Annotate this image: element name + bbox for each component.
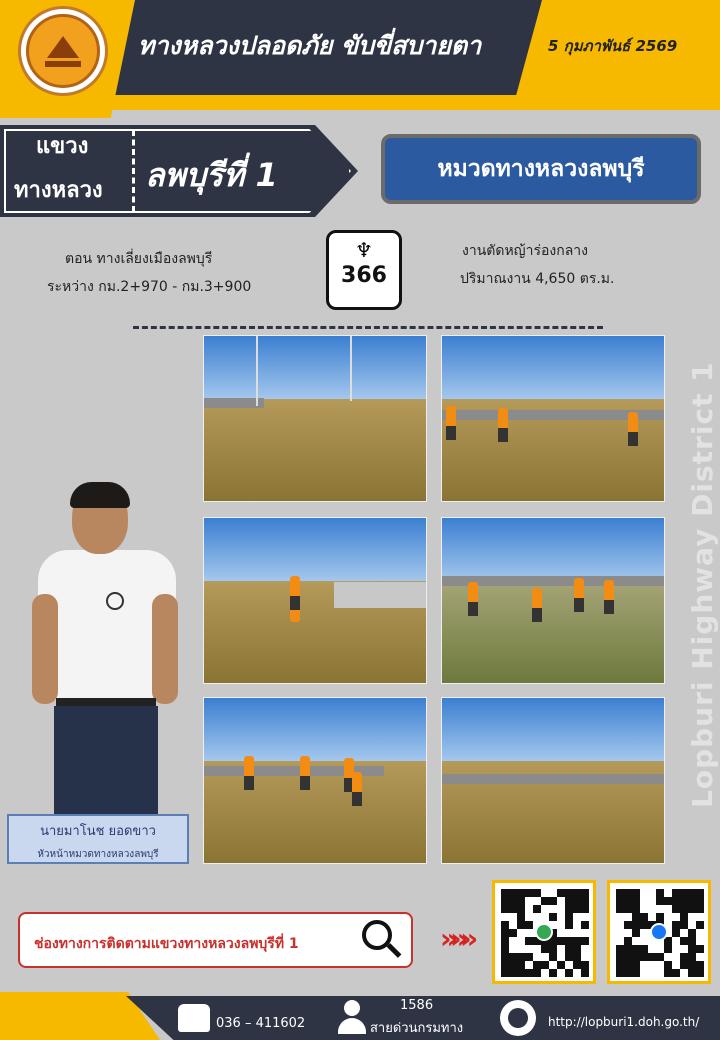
qr-module: [696, 945, 704, 953]
qr-module: [573, 889, 581, 897]
qr-module: [688, 937, 696, 945]
qr-module: [581, 897, 589, 905]
photo-grass-median-before: [203, 335, 427, 502]
district-label-line1: แขวง: [36, 134, 89, 159]
qr-module: [517, 905, 525, 913]
footer-hotline-label: สายด่วนกรมทาง: [370, 1021, 464, 1036]
qr-module: [581, 961, 589, 969]
qr-module: [549, 969, 557, 977]
qr-module: [501, 929, 509, 937]
qr-module: [664, 945, 672, 953]
qr-module: [632, 905, 640, 913]
unit-name: หมวดทางหลวงลพบุรี: [437, 156, 645, 182]
qr-module: [616, 889, 624, 897]
qr-module: [581, 969, 589, 977]
qr-module: [573, 937, 581, 945]
qr-facebook-icon[interactable]: [607, 880, 711, 984]
qr-module: [616, 961, 624, 969]
qr-module: [696, 889, 704, 897]
qr-module: [632, 921, 640, 929]
qr-module: [696, 905, 704, 913]
qr-module: [632, 953, 640, 961]
district-separator: [132, 130, 135, 212]
qr-module: [517, 969, 525, 977]
person-title: หัวหน้าหมวดทางหลวงลพบุรี: [37, 849, 159, 860]
qr-module: [640, 913, 648, 921]
qr-module: [573, 961, 581, 969]
qr-module: [624, 961, 632, 969]
qr-module: [509, 897, 517, 905]
footer-phone: 036 – 411602: [216, 1016, 306, 1031]
qr-module: [688, 929, 696, 937]
qr-module: [624, 953, 632, 961]
qr-module: [664, 897, 672, 905]
qr-module: [624, 937, 632, 945]
qr-module: [501, 897, 509, 905]
qr-module: [656, 953, 664, 961]
qr-module: [565, 953, 573, 961]
qr-module: [672, 921, 680, 929]
qr-module: [632, 913, 640, 921]
qr-module: [509, 961, 517, 969]
qr-module: [501, 945, 509, 953]
qr-module: [632, 889, 640, 897]
qr-module: [573, 945, 581, 953]
qr-module: [688, 905, 696, 913]
qr-module: [688, 945, 696, 953]
qr-module: [688, 961, 696, 969]
qr-module: [680, 905, 688, 913]
qr-map-icon[interactable]: [492, 880, 596, 984]
qr-module: [517, 921, 525, 929]
qr-module: [549, 897, 557, 905]
qr-module: [509, 929, 517, 937]
qr-module: [648, 953, 656, 961]
qr-module: [573, 897, 581, 905]
qr-module: [680, 913, 688, 921]
globe-icon: [500, 1000, 536, 1036]
qr-module: [672, 905, 680, 913]
qr-module: [672, 889, 680, 897]
footer-hotline-number: 1586: [400, 998, 434, 1013]
qr-module: [573, 905, 581, 913]
qr-module: [656, 889, 664, 897]
qr-module: [549, 953, 557, 961]
section-km-range: ระหว่าง กม.2+970 - กม.3+900: [47, 279, 252, 295]
qr-module: [672, 897, 680, 905]
qr-module: [696, 897, 704, 905]
qr-module: [565, 969, 573, 977]
qr-module: [565, 945, 573, 953]
qr-module: [696, 961, 704, 969]
qr-module: [696, 921, 704, 929]
qr-module: [565, 921, 573, 929]
route-sign: [326, 230, 402, 310]
qr-module: [525, 937, 533, 945]
qr-module: [533, 969, 541, 977]
department-logo-icon: [18, 6, 108, 96]
qr-module: [624, 897, 632, 905]
person-name: นายมาโนช ยอดขาว: [40, 824, 156, 839]
person-photo: [32, 484, 182, 824]
qr-module: [696, 969, 704, 977]
qr-module: [680, 937, 688, 945]
qr-module: [565, 913, 573, 921]
qr-module: [501, 937, 509, 945]
qr-module: [581, 937, 589, 945]
qr-module: [517, 961, 525, 969]
qr-module: [501, 961, 509, 969]
qr-module: [672, 929, 680, 937]
qr-module: [541, 961, 549, 969]
qr-module: [581, 889, 589, 897]
follow-channel-box: [18, 912, 413, 968]
qr-module: [680, 921, 688, 929]
qr-module: [501, 889, 509, 897]
photo-workers-on-median: [203, 697, 427, 864]
garuda-icon: ♆: [355, 238, 373, 262]
photo-worker-with-trimmer: [203, 517, 427, 684]
qr-module: [541, 945, 549, 953]
qr-module: [664, 961, 672, 969]
qr-center-icon: [650, 923, 668, 941]
photo-workers-cutting-grass: [441, 335, 665, 502]
qr-module: [688, 953, 696, 961]
qr-module: [573, 953, 581, 961]
work-type: งานตัดหญ้าร่องกลาง: [462, 243, 588, 259]
phone-icon: [178, 1004, 210, 1032]
qr-module: [509, 969, 517, 977]
qr-module: [624, 969, 632, 977]
qr-module: [672, 969, 680, 977]
photo-workers-dust-cutting: [441, 517, 665, 684]
qr-module: [525, 969, 533, 977]
photo-grass-median-after: [441, 697, 665, 864]
qr-module: [557, 889, 565, 897]
qr-module: [624, 905, 632, 913]
qr-center-icon: [535, 923, 553, 941]
qr-module: [517, 889, 525, 897]
qr-module: [517, 953, 525, 961]
page-title: ทางหลวงปลอดภัย ขับขี่สบายตา: [138, 31, 482, 60]
qr-module: [557, 937, 565, 945]
qr-module: [632, 969, 640, 977]
divider: [133, 326, 603, 329]
person-name-box: [7, 814, 189, 864]
qr-module: [565, 937, 573, 945]
qr-module: [616, 905, 624, 913]
qr-module: [565, 889, 573, 897]
qr-module: [688, 889, 696, 897]
qr-module: [624, 945, 632, 953]
qr-module: [501, 905, 509, 913]
qr-module: [656, 897, 664, 905]
qr-module: [616, 953, 624, 961]
header-date: 5 กุมภาพันธ์ 2569: [548, 37, 678, 55]
qr-module: [549, 913, 557, 921]
qr-module: [632, 929, 640, 937]
footer-url[interactable]: http://lopburi1.doh.go.th/: [548, 1015, 700, 1029]
watermark-text: Lopburi Highway District 1: [686, 361, 719, 808]
qr-module: [656, 913, 664, 921]
hotline-person-icon: [338, 1000, 366, 1034]
qr-module: [632, 897, 640, 905]
district-name: ลพบุรีที่ 1: [145, 156, 278, 194]
qr-module: [640, 921, 648, 929]
qr-module: [565, 897, 573, 905]
qr-module: [525, 921, 533, 929]
qr-module: [541, 897, 549, 905]
arrow-icon: »»»: [440, 922, 471, 955]
qr-module: [557, 961, 565, 969]
qr-module: [581, 905, 589, 913]
qr-module: [509, 905, 517, 913]
qr-module: [688, 897, 696, 905]
qr-module: [501, 953, 509, 961]
qr-module: [680, 897, 688, 905]
qr-module: [680, 889, 688, 897]
qr-module: [501, 921, 509, 929]
qr-module: [509, 953, 517, 961]
qr-module: [688, 969, 696, 977]
qr-module: [616, 969, 624, 977]
section-name: ตอน ทางเลี่ยงเมืองลพบุรี: [65, 251, 213, 267]
qr-module: [565, 905, 573, 913]
qr-module: [680, 961, 688, 969]
qr-module: [533, 961, 541, 969]
qr-module: [640, 945, 648, 953]
district-label-line2: ทางหลวง: [14, 178, 103, 203]
qr-module: [632, 945, 640, 953]
qr-module: [581, 921, 589, 929]
unit-name-box: [381, 134, 701, 204]
qr-module: [501, 969, 509, 977]
route-number: 366: [341, 263, 387, 288]
qr-module: [624, 921, 632, 929]
qr-module: [509, 889, 517, 897]
qr-module: [616, 945, 624, 953]
qr-module: [632, 961, 640, 969]
work-quantity: ปริมาณงาน 4,650 ตร.ม.: [460, 271, 615, 287]
qr-module: [517, 913, 525, 921]
qr-module: [525, 889, 533, 897]
follow-text: ช่องทางการติดตามแขวงทางหลวงลพบุรีที่ 1: [34, 936, 299, 952]
qr-module: [640, 953, 648, 961]
qr-module: [533, 889, 541, 897]
qr-module: [517, 897, 525, 905]
qr-module: [616, 897, 624, 905]
qr-module: [525, 953, 533, 961]
qr-module: [680, 953, 688, 961]
qr-module: [549, 945, 557, 953]
qr-module: [624, 889, 632, 897]
qr-module: [533, 905, 541, 913]
qr-module: [664, 969, 672, 977]
